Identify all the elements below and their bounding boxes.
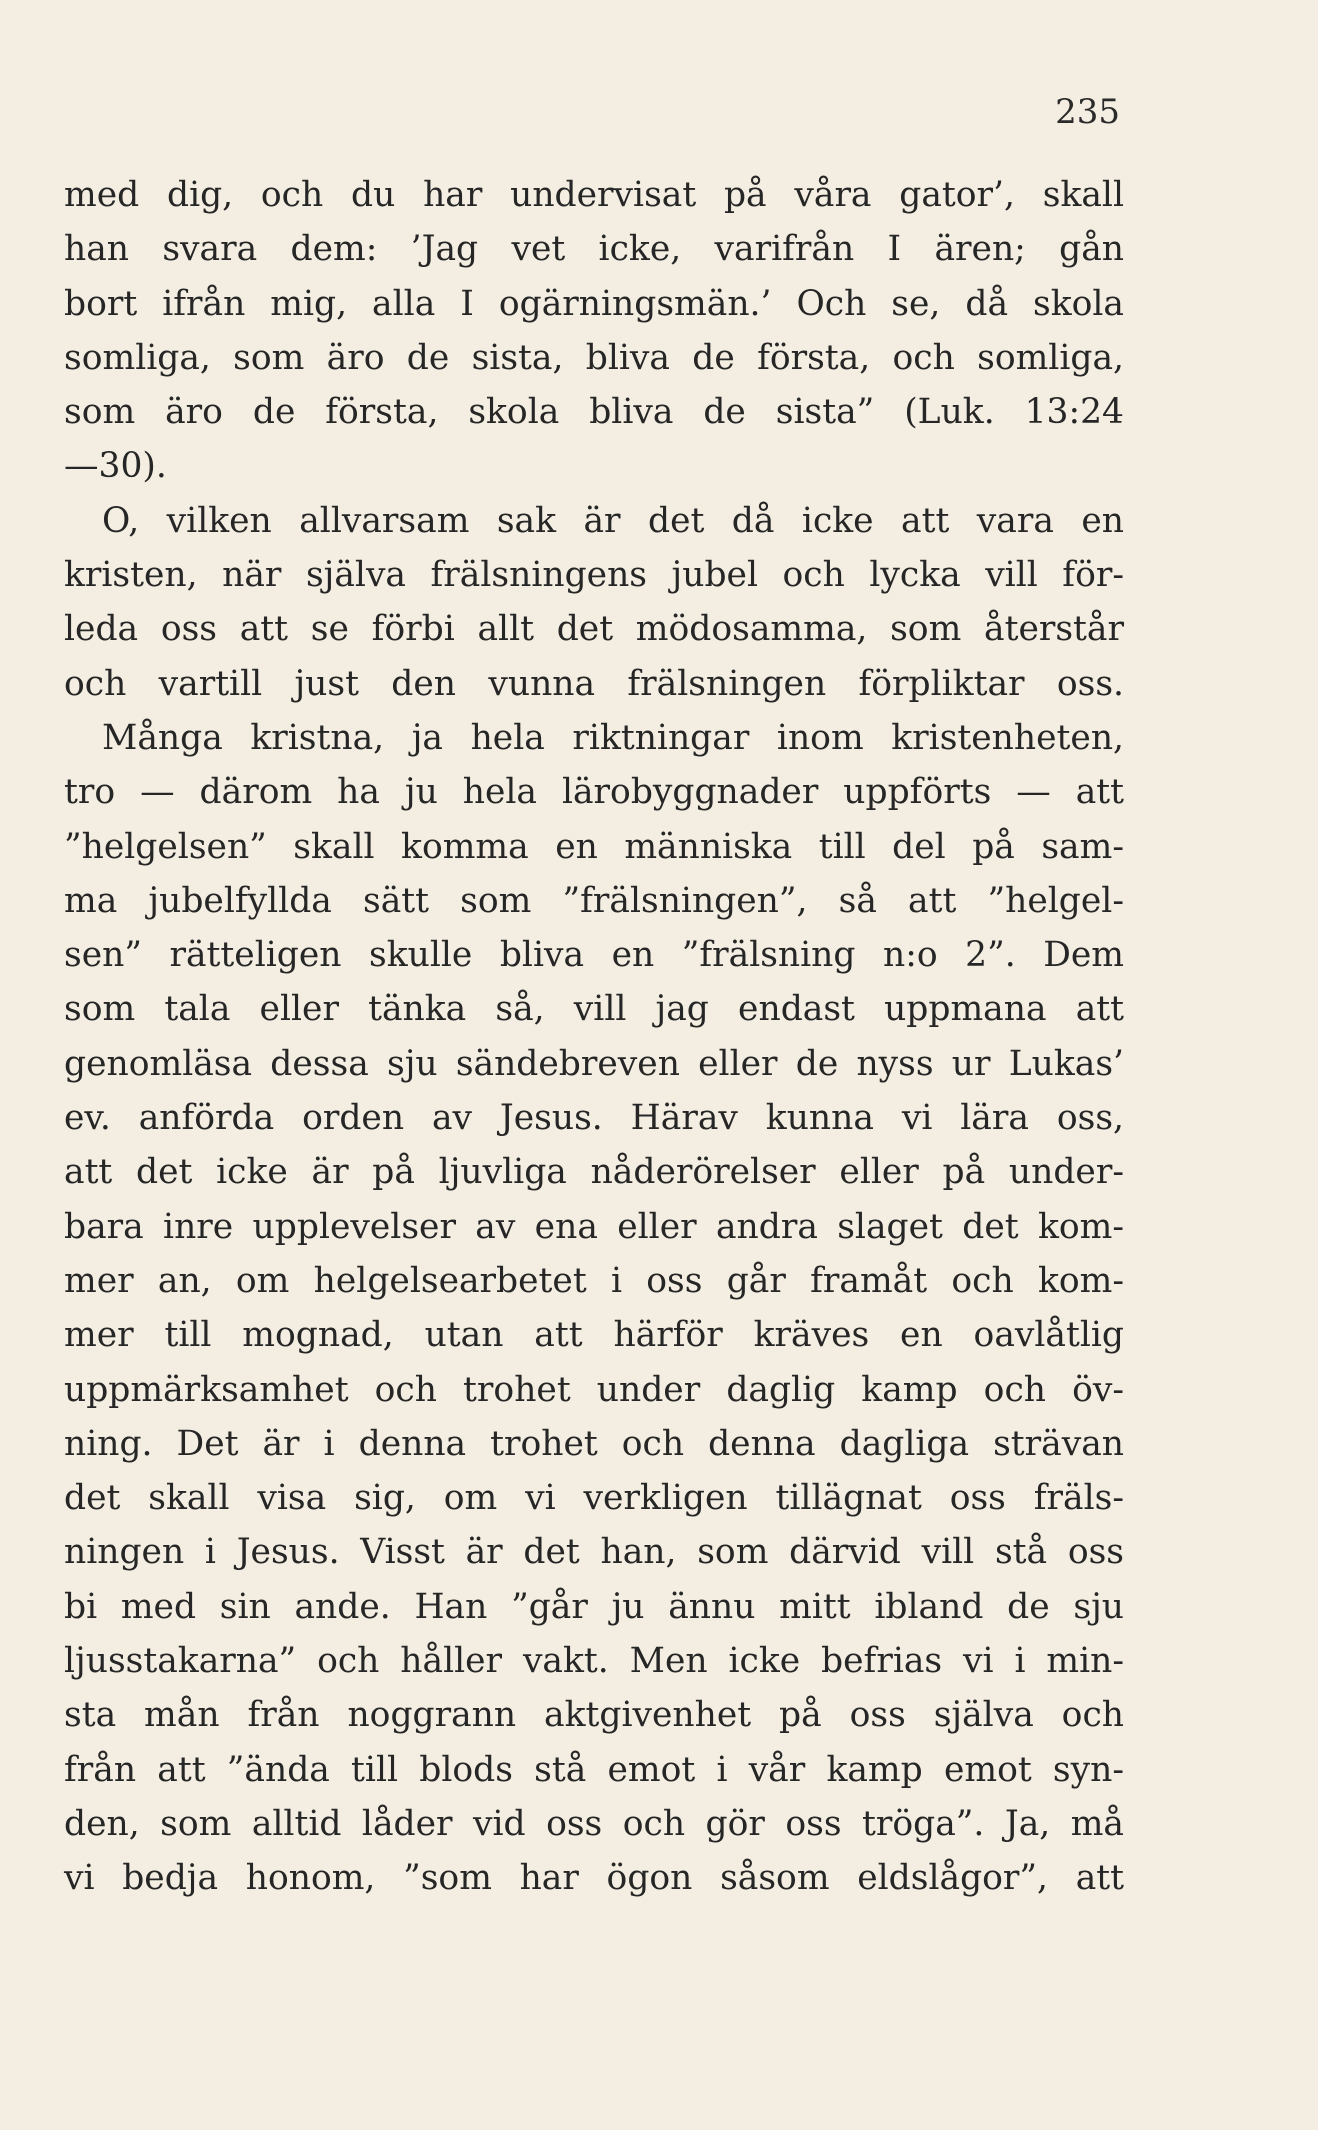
text-line: ”helgelsen” skall komma en människa till del på sam- <box>64 826 1124 867</box>
text-line: ning. Det är i denna trohet och denna dagliga strävan <box>64 1423 1124 1464</box>
text-line: med dig, och du har undervisat på våra gator’, skall <box>64 175 1124 215</box>
text-line: från att ”ända till blods stå emot i vår kamp emot syn- <box>64 1749 1124 1790</box>
text-line: och vartill just den vunna frälsningen förpliktar oss. <box>64 663 1124 704</box>
text-line: som äro de första, skola bliva de sista” (Luk. 13:24 <box>64 392 1124 433</box>
text-line: att det icke är på ljuvliga nåderörelser eller på under- <box>64 1152 1124 1193</box>
text-line: bort ifrån mig, alla I ogärningsmän.’ Och se, då skola <box>64 283 1124 324</box>
text-line: det skall visa sig, om vi verkligen tillägnat oss fräls- <box>64 1478 1124 1519</box>
text-line: somliga, som äro de sista, bliva de första, och somliga, <box>64 337 1124 378</box>
page-number: 235 <box>1055 92 1120 132</box>
text-line: den, som alltid låder vid oss och gör oss tröga”. Ja, må <box>64 1803 1124 1844</box>
text-line: vi bedja honom, ”som har ögon såsom eldslågor”, att <box>64 1858 1124 1899</box>
text-line: sta mån från noggrann aktgivenhet på oss själva och <box>64 1695 1124 1736</box>
text-line: O, vilken allvarsam sak är det då icke att vara en <box>102 500 1124 541</box>
text-line: —30). <box>64 446 167 487</box>
text-line: leda oss att se förbi allt det mödosamma, som återstår <box>64 609 1124 650</box>
text-line: mer an, om helgelsearbetet i oss går framåt och kom- <box>64 1260 1124 1301</box>
text-line: ljusstakarna” och håller vakt. Men icke befrias vi i min- <box>64 1641 1124 1682</box>
text-line: sen” rätteligen skulle bliva en ”frälsning n:o 2”. Dem <box>64 935 1124 976</box>
text-line: ningen i Jesus. Visst är det han, som därvid vill stå oss <box>64 1532 1124 1573</box>
text-line: Många kristna, ja hela riktningar inom kristenheten, <box>102 717 1124 758</box>
body-text <box>64 168 1124 1906</box>
text-line: mer till mognad, utan att härför kräves en oavlåtlig <box>64 1315 1124 1356</box>
text-line: tro — därom ha ju hela lärobyggnader uppförts — att <box>64 772 1124 813</box>
text-line: uppmärksamhet och trohet under daglig kamp och öv- <box>64 1369 1124 1410</box>
text-line: bi med sin ande. Han ”går ju ännu mitt ibland de sju <box>64 1586 1124 1627</box>
text-line: genomläsa dessa sju sändebreven eller de nyss ur Lukas’ <box>64 1043 1124 1084</box>
text-line: bara inre upplevelser av ena eller andra slaget det kom- <box>64 1206 1124 1247</box>
text-line: ev. anförda orden av Jesus. Härav kunna vi lära oss, <box>64 1098 1124 1139</box>
text-line: han svara dem: ’Jag vet icke, varifrån I ären; gån <box>64 229 1124 270</box>
text-line: ma jubelfyllda sätt som ”frälsningen”, så att ”helgel- <box>64 880 1124 921</box>
text-line: kristen, när själva frälsningens jubel och lycka vill för- <box>64 555 1124 596</box>
text-line: som tala eller tänka så, vill jag endast uppmana att <box>64 989 1124 1030</box>
